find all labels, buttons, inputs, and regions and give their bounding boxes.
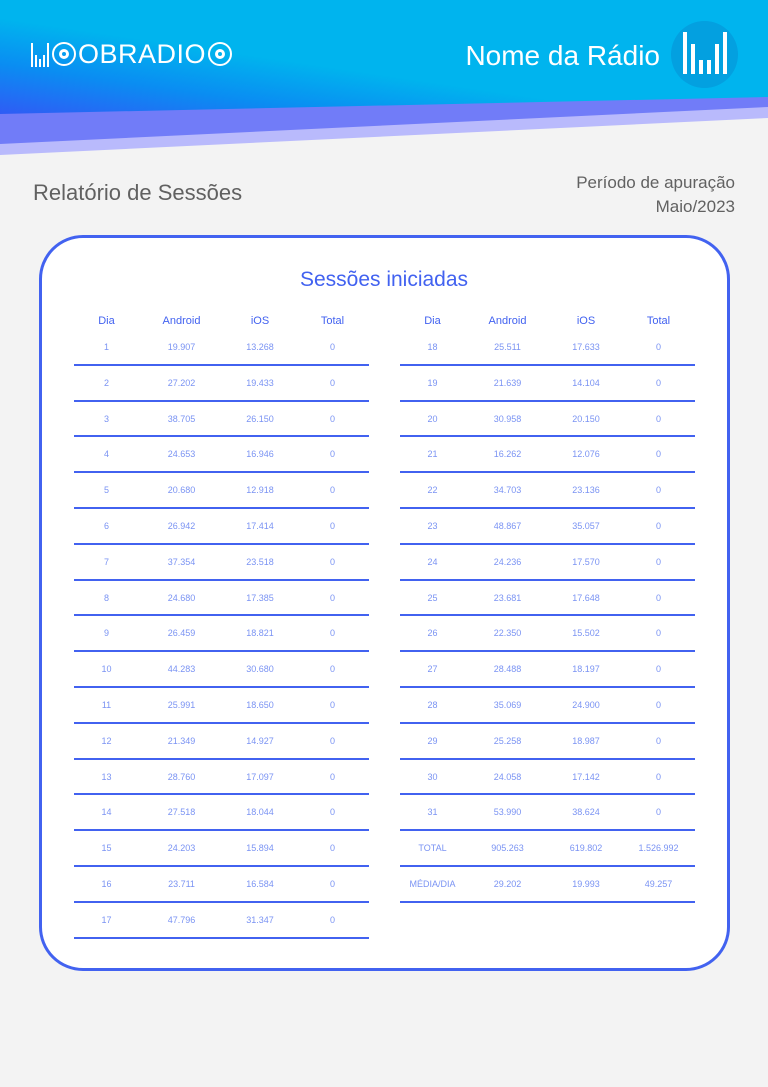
column-header-ios: iOS	[576, 315, 596, 327]
table-body	[400, 330, 695, 903]
cell-dia: 12	[101, 735, 112, 746]
cell-total: 0	[655, 628, 661, 639]
radio-name: Nome da Rádio	[465, 40, 660, 71]
table-row	[74, 366, 369, 402]
cell-ios: 20.150	[572, 413, 600, 424]
header-background	[0, 0, 768, 160]
cell-ios: 15.502	[572, 628, 600, 639]
cell-android: 25.258	[493, 735, 522, 746]
cell-total: 0	[329, 520, 335, 531]
cell-android: 21.639	[493, 377, 522, 388]
cell-dia: 24	[427, 556, 438, 567]
brand-logo-text: OBRADIO	[78, 38, 207, 69]
report-title: Relatório de Sessões	[33, 180, 243, 205]
cell-android: 28.488	[493, 664, 522, 675]
table-row	[74, 688, 369, 724]
cell-android: 25.511	[494, 342, 521, 352]
cell-dia: 9	[103, 628, 109, 639]
cell-total: 0	[655, 520, 661, 531]
card-title: Sessões iniciadas	[299, 268, 469, 291]
cell-android: 37.354	[167, 556, 196, 567]
table-row	[400, 473, 695, 509]
sessions-table-right	[400, 312, 695, 903]
cell-dia: 3	[103, 413, 109, 424]
table-row	[400, 760, 695, 796]
cell-total: 0	[329, 843, 335, 854]
cell-ios: 17.633	[572, 342, 600, 352]
cell-ios: 17.570	[572, 556, 600, 567]
cell-android: 21.349	[167, 735, 196, 746]
reporting-period	[576, 171, 735, 219]
cell-android: 38.705	[167, 413, 196, 424]
cell-android: 19.907	[167, 342, 196, 352]
period-label: Período de apuração	[576, 173, 735, 192]
column-header-dia: Dia	[424, 315, 441, 327]
cell-dia: 25	[427, 592, 438, 603]
cell-android: 29.202	[493, 878, 522, 889]
cell-android: 35.069	[493, 699, 522, 710]
table-row	[74, 616, 369, 652]
cell-total: 0	[655, 485, 661, 496]
cell-dia: 4	[103, 449, 109, 460]
table-header	[74, 312, 369, 330]
cell-total: 0	[655, 592, 661, 603]
table-header	[400, 312, 695, 330]
cell-dia: 8	[103, 592, 109, 603]
cell-android: 48.867	[493, 520, 522, 531]
cell-android: 30.958	[493, 413, 522, 424]
cell-ios: 18.197	[572, 664, 600, 675]
cell-ios: 12.918	[246, 485, 274, 496]
cell-ios: 26.150	[246, 413, 274, 424]
cell-dia: MÉDIA/DIA	[409, 878, 456, 889]
cell-dia: 16	[101, 878, 112, 889]
cell-ios: 17.385	[246, 592, 274, 603]
cell-dia: 20	[427, 413, 438, 424]
cell-total: 0	[329, 807, 335, 818]
table-row	[400, 581, 695, 617]
period-value: Maio/2023	[655, 197, 735, 216]
cell-total: 0	[329, 413, 335, 424]
column-header-android: Android	[488, 315, 527, 327]
table-row	[74, 509, 369, 545]
cell-ios: 24.900	[572, 699, 600, 710]
table-row	[400, 402, 695, 438]
cell-ios: 23.518	[246, 556, 274, 567]
cell-android: 34.703	[493, 485, 522, 496]
cell-ios: 12.076	[572, 449, 600, 460]
table-row	[74, 473, 369, 509]
cell-ios: 23.136	[572, 485, 600, 496]
column-header-total: Total	[646, 315, 671, 327]
cell-total: 0	[329, 771, 335, 782]
cell-ios: 19.433	[246, 377, 274, 388]
cell-dia: 22	[427, 485, 438, 496]
cell-dia: 14	[101, 807, 112, 818]
table-row	[400, 724, 695, 760]
cell-total: 0	[655, 735, 661, 746]
cell-dia: 28	[427, 699, 438, 710]
cell-ios: 18.650	[246, 699, 274, 710]
table-row	[74, 402, 369, 438]
cell-dia: 6	[103, 520, 109, 531]
cell-android: 24.653	[167, 449, 196, 460]
sessions-table-left	[74, 312, 369, 939]
table-row	[74, 437, 369, 473]
cell-dia: 17	[101, 914, 112, 925]
table-row	[400, 867, 695, 903]
cell-ios: 17.414	[246, 520, 274, 531]
cell-total: 0	[329, 342, 335, 352]
table-row	[400, 795, 695, 831]
cell-ios: 35.057	[572, 520, 600, 531]
cell-android: 16.262	[493, 449, 522, 460]
cell-dia: 1	[103, 342, 109, 352]
cell-android: 53.990	[493, 807, 522, 818]
cell-ios: 16.946	[246, 449, 274, 460]
cell-android: 22.350	[493, 628, 522, 639]
column-header-android: Android	[162, 315, 201, 327]
table-row	[400, 509, 695, 545]
cell-total: 0	[329, 592, 335, 603]
bar-chart-signal-icon	[671, 21, 738, 88]
column-header-ios: iOS	[250, 315, 270, 327]
table-row	[74, 545, 369, 581]
cell-ios: 17.648	[572, 592, 600, 603]
cell-total: 0	[655, 377, 661, 388]
cell-total: 0	[329, 735, 335, 746]
table-row	[400, 831, 695, 867]
cell-android: 26.459	[167, 628, 196, 639]
cell-ios: 14.104	[572, 377, 600, 388]
cell-dia: 27	[427, 664, 438, 675]
cell-dia: 13	[101, 771, 112, 782]
cell-total: 0	[655, 449, 661, 460]
table-row	[400, 330, 695, 366]
table-row	[74, 652, 369, 688]
cell-ios: 17.142	[572, 771, 600, 782]
cell-android: 24.236	[493, 556, 522, 567]
cell-dia: 30	[427, 771, 438, 782]
cell-android: 27.518	[167, 807, 196, 818]
cell-android: 23.711	[168, 878, 195, 889]
column-header-dia: Dia	[98, 315, 115, 327]
cell-total: 0	[655, 807, 661, 818]
cell-android: 28.760	[167, 771, 196, 782]
cell-total: 49.257	[644, 878, 673, 889]
cell-total: 0	[329, 377, 335, 388]
cell-total: 0	[329, 485, 335, 496]
cell-ios: 18.044	[246, 807, 274, 818]
cell-android: 26.942	[167, 520, 196, 531]
cell-dia: 2	[103, 377, 109, 388]
cell-total: 0	[655, 699, 661, 710]
cell-total: 0	[329, 628, 335, 639]
cell-android: 24.058	[493, 771, 522, 782]
cell-dia: 18	[427, 342, 438, 352]
cell-ios: 19.993	[572, 878, 600, 889]
cell-android: 20.680	[167, 485, 196, 496]
table-row	[400, 688, 695, 724]
cell-total: 0	[329, 878, 335, 889]
cell-android: 44.283	[167, 664, 196, 675]
logo-disc-icon	[208, 42, 232, 66]
cell-ios: 13.268	[246, 342, 274, 352]
table-row	[74, 903, 369, 939]
cell-total: 0	[329, 699, 335, 710]
logo-bars-icon	[31, 41, 49, 67]
cell-android: 24.203	[167, 843, 196, 854]
cell-total: 0	[655, 413, 661, 424]
cell-android: 27.202	[167, 377, 196, 388]
table-body	[74, 330, 369, 939]
cell-ios: 16.584	[246, 878, 274, 889]
cell-dia: 29	[427, 735, 438, 746]
cell-ios: 30.680	[246, 664, 274, 675]
cell-android: 23.681	[493, 592, 522, 603]
cell-total: 1.526.992	[638, 843, 679, 854]
table-row	[74, 867, 369, 903]
cell-dia: 31	[427, 807, 438, 818]
table-row	[74, 760, 369, 796]
cell-dia: 19	[427, 377, 438, 388]
table-row	[400, 545, 695, 581]
table-row	[400, 366, 695, 402]
cell-total: 0	[329, 556, 335, 567]
cell-ios: 31.347	[246, 914, 274, 925]
cell-dia: 23	[427, 520, 438, 531]
cell-total: 0	[329, 664, 335, 675]
cell-dia: 7	[103, 556, 109, 567]
cell-ios: 18.821	[246, 628, 274, 639]
cell-dia: 5	[103, 485, 109, 496]
cell-ios: 14.927	[246, 735, 274, 746]
cell-ios: 38.624	[572, 807, 600, 818]
cell-ios: 619.802	[569, 843, 603, 854]
table-row	[400, 437, 695, 473]
cell-dia: 10	[101, 664, 112, 675]
header-banner	[0, 0, 768, 160]
cell-dia: TOTAL	[418, 843, 447, 854]
table-row	[400, 616, 695, 652]
table-row	[74, 724, 369, 760]
table-row	[74, 795, 369, 831]
cell-total: 0	[329, 914, 335, 925]
table-row	[74, 831, 369, 867]
table-row	[400, 652, 695, 688]
cell-android: 905.263	[491, 843, 524, 854]
cell-ios: 15.894	[246, 843, 274, 854]
column-header-total: Total	[320, 315, 345, 327]
cell-total: 0	[655, 342, 661, 352]
brand-logo	[31, 38, 232, 70]
cell-total: 0	[655, 556, 661, 567]
table-row	[74, 330, 369, 366]
cell-total: 0	[329, 449, 335, 460]
cell-dia: 11	[101, 699, 112, 710]
cell-android: 25.991	[167, 699, 196, 710]
cell-android: 47.796	[167, 914, 196, 925]
table-row	[74, 581, 369, 617]
logo-disc-icon	[52, 42, 76, 66]
cell-dia: 26	[427, 628, 438, 639]
cell-android: 24.680	[167, 592, 196, 603]
cell-ios: 18.987	[572, 735, 600, 746]
cell-dia: 21	[427, 449, 438, 460]
cell-total: 0	[655, 664, 661, 675]
cell-dia: 15	[101, 843, 112, 854]
cell-total: 0	[655, 771, 661, 782]
cell-ios: 17.097	[246, 771, 274, 782]
